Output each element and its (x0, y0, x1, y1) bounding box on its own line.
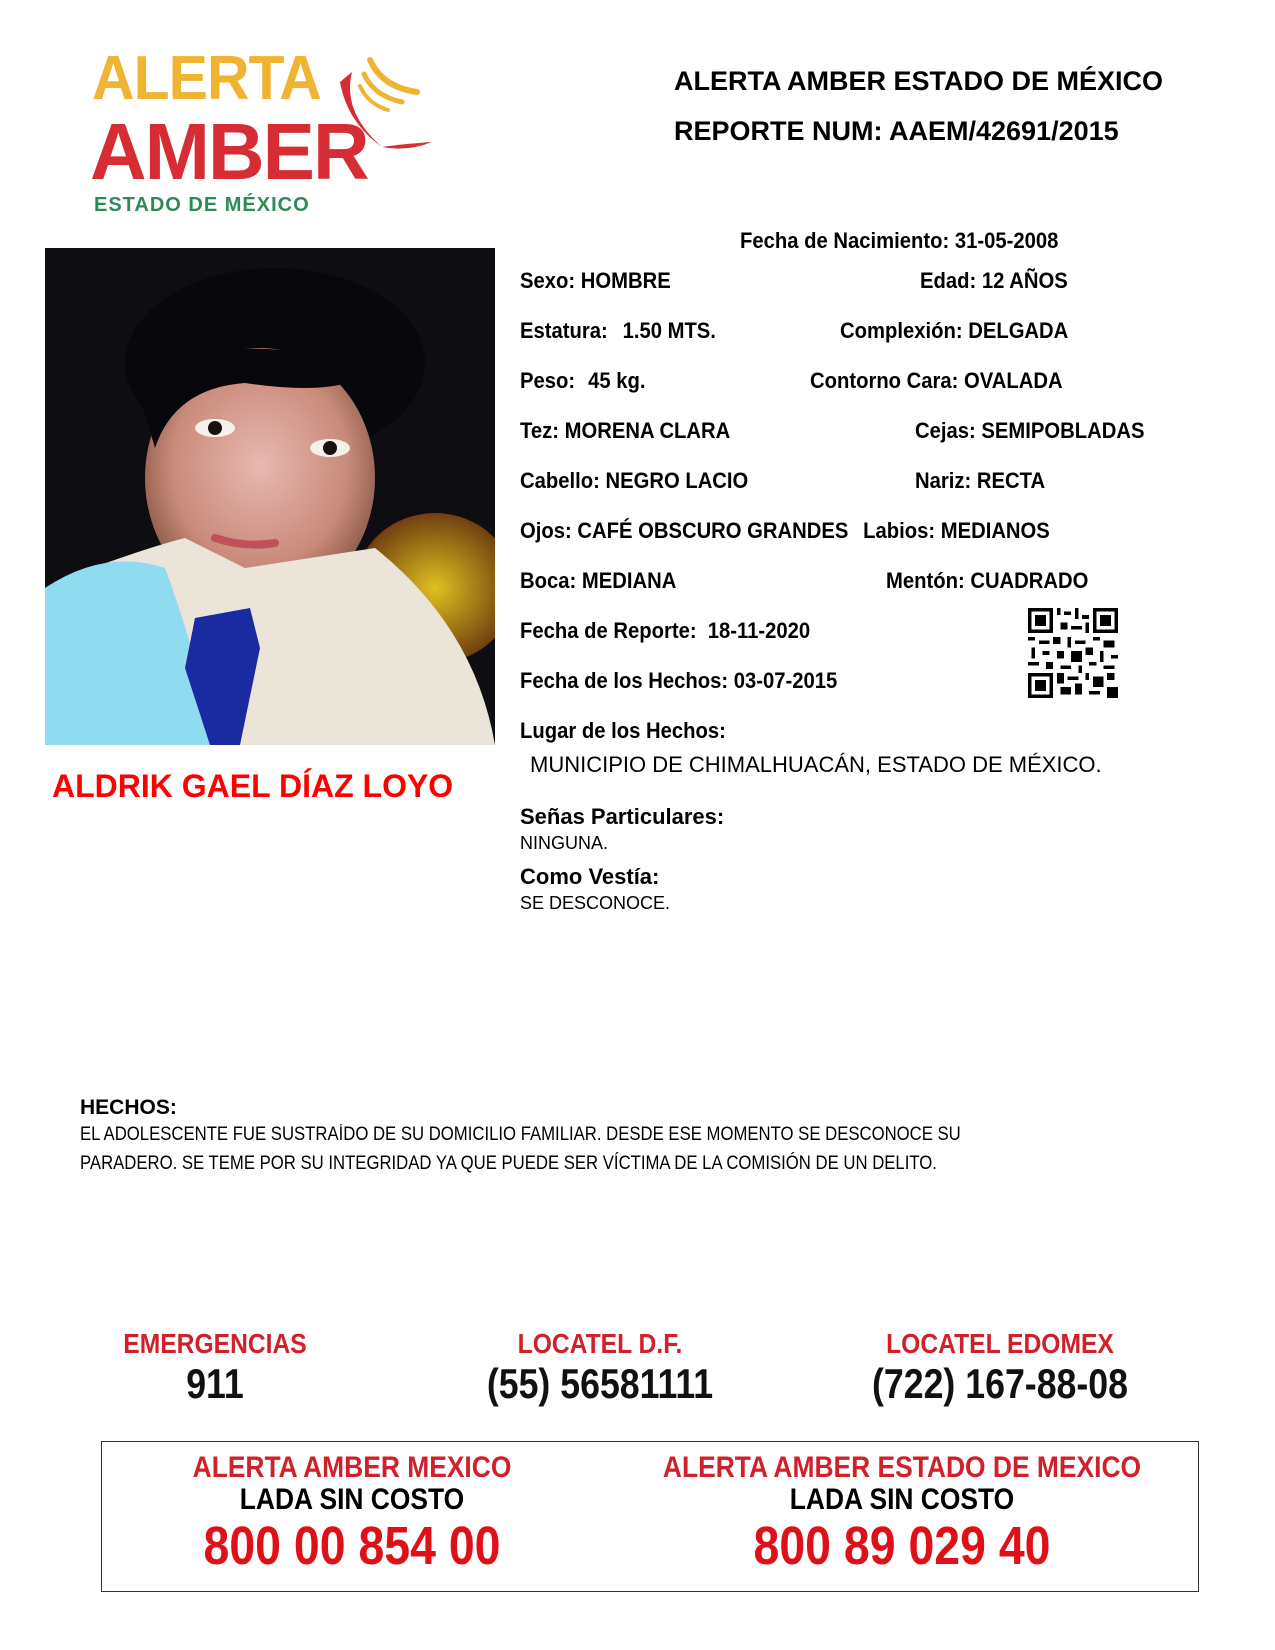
child-portrait-icon (45, 248, 495, 745)
eyes-row (520, 518, 848, 544)
toll-free-number[interactable]: 800 00 854 00 (203, 1516, 501, 1576)
person-name: ALDRIK GAEL DÍAZ LOYO (52, 768, 454, 804)
sex-value: HOMBRE (580, 268, 671, 293)
chin-row (886, 568, 1088, 594)
birth-date-row (740, 228, 1058, 254)
report-date-value: 18-11-2020 (707, 618, 811, 643)
hechos-line: PARADERO. SE TEME POR SU INTEGRIDAD YA QUE PUEDE SER VÍCTIMA DE LA COMISIÓN DE UN DELITO. (80, 1153, 937, 1174)
toll-free-title: ALERTA AMBER ESTADO DE MEXICO (662, 1451, 1142, 1484)
logo-alerta-text: ALERTA (92, 44, 321, 113)
event-date-label: Fecha de los Hechos: (520, 668, 729, 693)
birth-date-value: 31-05-2008 (954, 228, 1059, 253)
chin-label: Mentón: (886, 568, 965, 593)
phone-emergencias (90, 1328, 340, 1408)
nose-value: RECTA (976, 468, 1046, 493)
hechos-line: EL ADOLESCENTE FUE SUSTRAÍDO DE SU DOMICILIO FAMILIAR. DESDE ESE MOMENTO SE DESCONOCE SU (80, 1124, 961, 1145)
lips-label: Labios: (863, 518, 936, 543)
mouth-row (520, 568, 676, 594)
eyes-value: CAFÉ OBSCURO GRANDES (577, 518, 849, 543)
nose-label: Nariz: (915, 468, 972, 493)
nose-row (915, 468, 1045, 494)
hair-value: NEGRO LACIO (605, 468, 749, 493)
qr-code-icon[interactable] (1028, 608, 1118, 698)
phone-number[interactable]: (722) 167-88-08 (871, 1360, 1129, 1407)
phone-label: LOCATEL EDOMEX (886, 1328, 1114, 1359)
skin-label: Tez: (520, 418, 559, 443)
chin-value: CUADRADO (970, 568, 1089, 593)
age-row (920, 268, 1068, 294)
page-title: ALERTA AMBER ESTADO DE MÉXICO (674, 66, 1164, 96)
sex-row (520, 268, 671, 294)
face-label: Contorno Cara: (810, 368, 959, 393)
place-value: MUNICIPIO DE CHIMALHUACÁN, ESTADO DE MÉXICO. (530, 752, 1102, 777)
mouth-label: Boca: (520, 568, 577, 593)
eyebrows-row (915, 418, 1144, 444)
build-row (840, 318, 1068, 344)
hair-label: Cabello: (520, 468, 600, 493)
build-label: Complexión: (840, 318, 963, 343)
skin-value: MORENA CLARA (564, 418, 731, 443)
toll-free-sub: LADA SIN COSTO (239, 1483, 465, 1516)
report-number: REPORTE NUM: AAEM/42691/2015 (674, 116, 1119, 146)
phone-locatel-df (430, 1328, 770, 1408)
clothing-value: SE DESCONOCE. (520, 893, 671, 913)
build-value: DELGADA (968, 318, 1069, 343)
marks-label: Señas Particulares: (520, 804, 725, 829)
height-value: 1.50 MTS. (622, 318, 716, 343)
face-value: OVALADA (964, 368, 1063, 393)
report-date-label: Fecha de Reporte: (520, 618, 697, 643)
weight-label: Peso: (520, 368, 576, 393)
phone-number[interactable]: (55) 56581111 (486, 1360, 714, 1407)
eyebrows-value: SEMIPOBLADAS (981, 418, 1145, 443)
eyes-lips-line (520, 518, 1050, 544)
lips-row (863, 518, 1050, 544)
lips-value: MEDIANOS (940, 518, 1050, 543)
place-label: Lugar de los Hechos: (520, 718, 726, 743)
phone-locatel-edomex (830, 1328, 1170, 1408)
logo-estado-text: ESTADO DE MÉXICO (94, 194, 310, 216)
phone-label: EMERGENCIAS (123, 1328, 307, 1359)
age-label: Edad: (920, 268, 977, 293)
birth-date-label: Fecha de Nacimiento: (740, 228, 950, 253)
weight-row (520, 368, 646, 394)
toll-free-title: ALERTA AMBER MEXICO (192, 1451, 512, 1484)
toll-free-box (101, 1441, 1199, 1592)
weight-value: 45 kg. (588, 368, 646, 393)
age-value: 12 AÑOS (981, 268, 1068, 293)
alerta-amber-logo (90, 44, 432, 218)
marks-value: NINGUNA. (520, 833, 609, 853)
event-date-value: 03-07-2015 (733, 668, 838, 693)
logo-amber-text: AMBER (90, 107, 368, 196)
clothing-label: Como Vestía: (520, 864, 660, 889)
phone-number[interactable]: 911 (186, 1360, 244, 1407)
eyes-label: Ojos: (520, 518, 572, 543)
height-row (520, 318, 716, 344)
toll-free-number[interactable]: 800 89 029 40 (753, 1516, 1051, 1576)
face-row (810, 368, 1063, 394)
report-date-row (520, 618, 810, 644)
toll-free-sub: LADA SIN COSTO (789, 1483, 1015, 1516)
toll-free-edomex (622, 1452, 1182, 1576)
toll-free-mexico (142, 1452, 562, 1576)
sex-label: Sexo: (520, 268, 576, 293)
mouth-value: MEDIANA (581, 568, 677, 593)
skin-row (520, 418, 730, 444)
eyebrows-label: Cejas: (915, 418, 976, 443)
hair-row (520, 468, 748, 494)
person-photo (45, 248, 495, 745)
phone-label: LOCATEL D.F. (517, 1328, 683, 1359)
event-date-row (520, 668, 837, 694)
height-label: Estatura: (520, 318, 608, 343)
hechos-label: HECHOS: (80, 1096, 177, 1119)
